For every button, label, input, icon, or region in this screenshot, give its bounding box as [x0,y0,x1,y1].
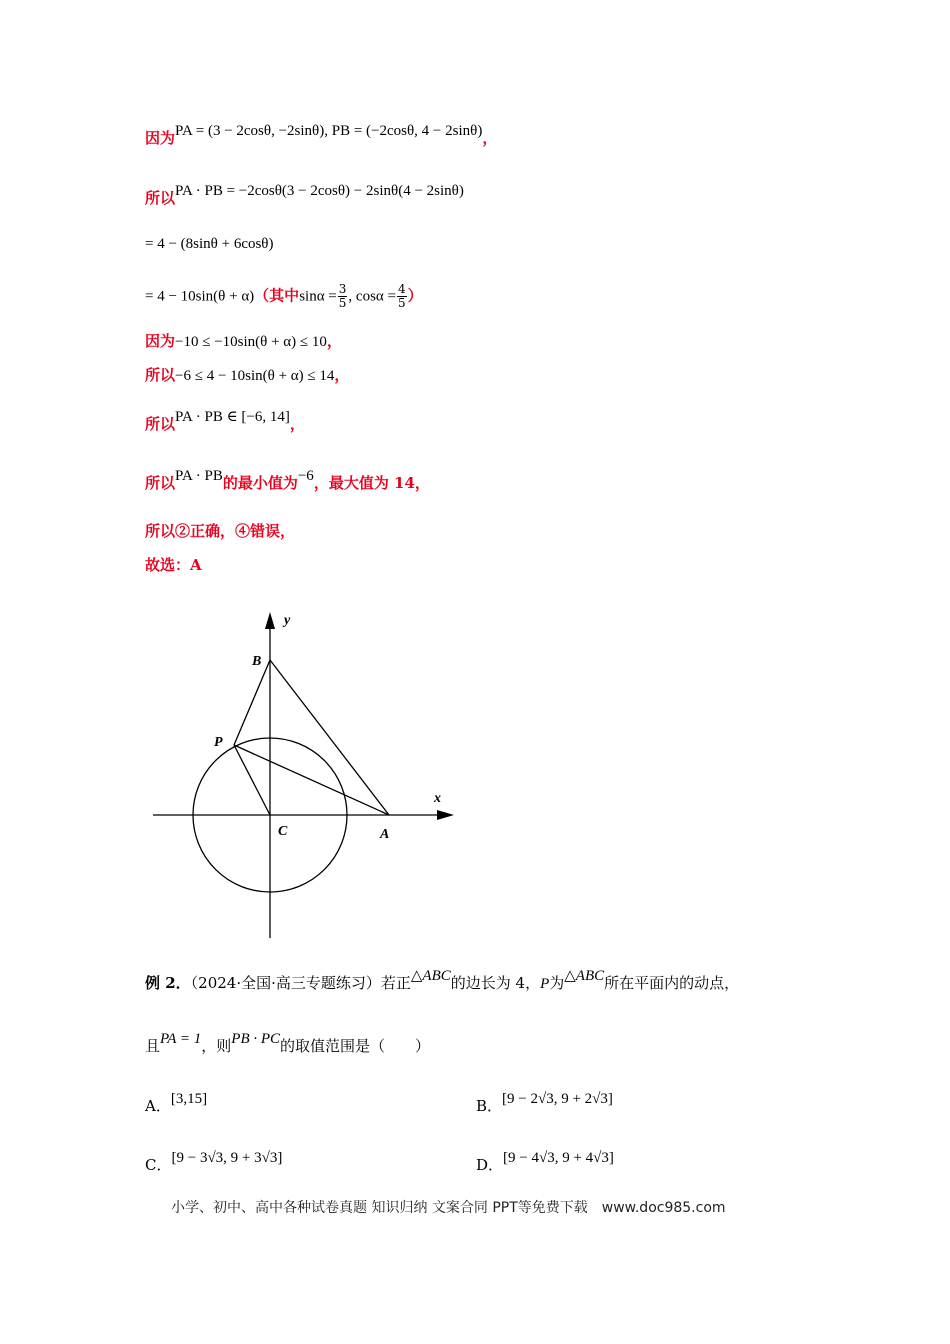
shifted-bound: −6 ≤ 4 − 10sin(θ + α) ≤ 14 [175,368,335,384]
line-suffix: ， [482,129,498,147]
line-prefix: 所以 [145,366,176,384]
solution-line-6 [145,364,349,385]
option-a[interactable] [145,1091,208,1116]
auxiliary-angle-form: = 4 − 10sin(θ + α) [145,288,255,305]
segment-pa [234,745,389,815]
segment-ba [270,660,389,815]
option-value: [9 − 4√3, 9 + 4√3] [503,1150,614,1166]
example-line-1: 例 2．（2024·全国·高三专题练习）若正△ABC的边长为 4，P为△ABC所在平面内的动点， [145,968,740,992]
triangle-abc: △ABC [410,968,451,984]
line-prefix: 因为 [145,332,176,350]
dot-product-expansion: PA · PB = −2cosθ(3 − 2cosθ) − 2sinθ(4 − 2sinθ) [175,183,464,199]
option-c[interactable] [145,1150,283,1175]
max-value-text: ，最大值为 14， [313,474,430,492]
vector-definitions: PA = (3 − 2cosθ, −2sinθ), PB = (−2cosθ, 4 − 2sinθ) [175,123,483,139]
example-line-2: 且PA = 1，则PB · PC的取值范围是（ ） [145,1031,431,1055]
segment-pb [234,660,270,745]
min-value-text: 的最小值为 [222,474,298,492]
label-x: x [434,791,441,806]
label-a: A [380,827,390,842]
option-letter: D． [476,1156,504,1174]
line-prefix: 所以 [145,189,176,207]
solution-line-5 [145,330,342,351]
option-value: [9 − 3√3, 9 + 3√3] [171,1150,283,1166]
option-letter: B． [476,1097,503,1115]
expression-pb-pc: PB · PC [231,1031,281,1047]
line-suffix: ， [334,366,350,384]
solution-line-4 [145,283,423,310]
dot-product-label: PA · PB [175,468,223,484]
conclusion-text: 所以②正确，④错误， [145,522,296,540]
y-axis-arrow-icon [265,612,275,629]
option-letter: C． [145,1156,172,1174]
solution-line-10 [145,554,202,575]
solution-line-7 [145,409,305,434]
label-p: P [214,735,223,750]
sine-bound: −10 ≤ −10sin(θ + α) ≤ 10 [175,334,327,350]
solution-line-3 [145,234,274,253]
x-axis-arrow-icon [437,810,454,820]
solution-line-1 [145,123,498,148]
option-value: [9 − 2√3, 9 + 2√3] [502,1091,613,1107]
fraction-three-fifths: $\frac{3}{5}$ [338,282,347,310]
example-source: （2024·全国·高三专题练习）若正 [190,974,411,992]
line-prefix: 所以 [145,415,176,433]
option-letter: A． [145,1097,171,1115]
triangle-abc-2: △ABC [564,968,605,984]
note-open: （其中 [254,286,300,305]
cos-alpha-label: , cosα = [348,288,396,305]
option-d[interactable] [476,1150,614,1175]
segment-pc [234,745,270,815]
condition-pa: PA = 1 [160,1031,202,1047]
label-c: C [278,824,288,839]
fraction-four-fifths: $\frac{4}{5}$ [397,282,406,310]
line-suffix: ， [289,415,305,433]
sin-alpha-label: sinα = [299,288,337,305]
range-statement: PA · PB ∈ [−6, 14] [175,409,290,425]
line-prefix: 所以 [145,474,176,492]
label-y: y [284,613,291,628]
point-p: P [540,976,550,992]
line-prefix: 因为 [145,129,176,147]
note-close: ） [407,286,423,305]
simplified-expression: = 4 − (8sinθ + 6cosθ) [145,236,274,252]
min-value: −6 [297,468,314,484]
solution-line-2 [145,183,464,208]
label-b: B [252,654,262,669]
example-label: 例 2． [145,974,191,992]
solution-line-8 [145,468,430,493]
option-b[interactable] [476,1091,613,1116]
footer-banner[interactable]: 小学、初中、高中各种试卷真题 知识归纳 文案合同 PPT等免费下载 www.doc985.com [171,1200,726,1216]
geometry-figure [150,605,460,945]
solution-line-9 [145,520,295,541]
answer-choice: 故选：A [145,556,202,574]
option-value: [3,15] [170,1091,208,1107]
line-suffix: ， [326,332,342,350]
